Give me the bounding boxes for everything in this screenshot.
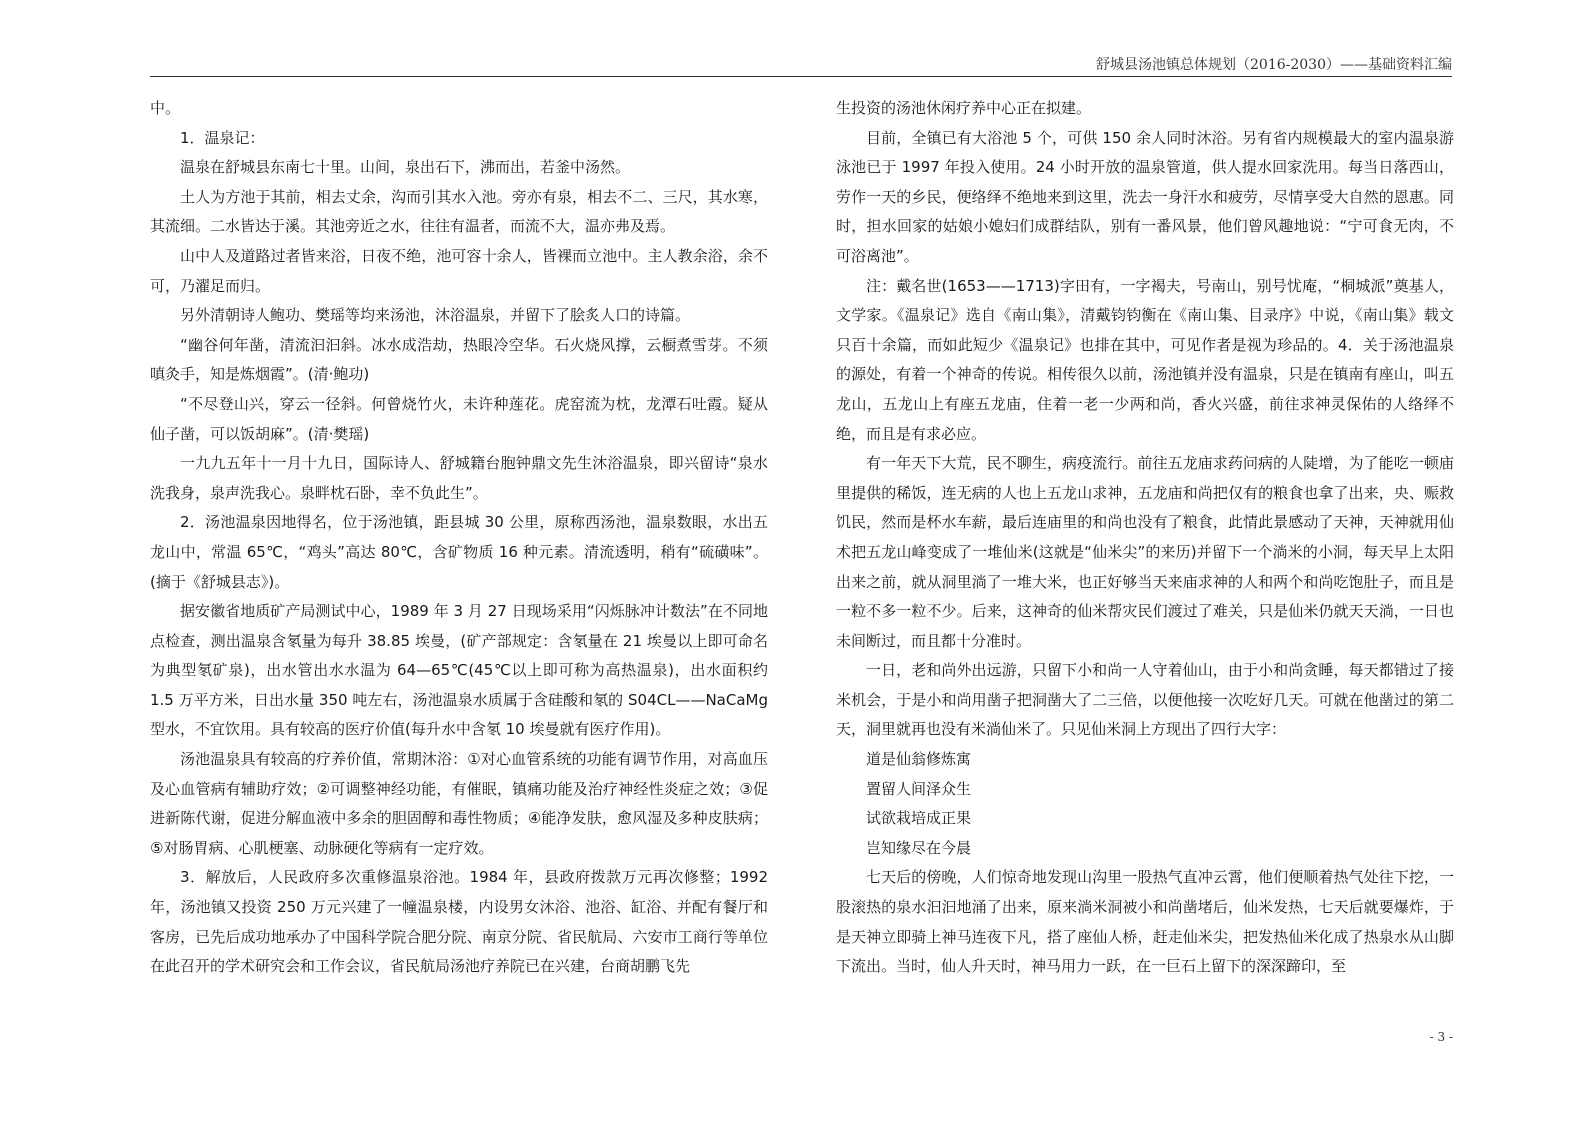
paragraph: 另外清朝诗人鲍功、樊瑶等均来汤池，沐浴温泉，并留下了脍炙人口的诗篇。: [180, 306, 691, 325]
page-header: [150, 52, 1452, 77]
paragraph: 目前，全镇已有大浴池 5 个，可供 150 余人同时沐浴。另有省内规模最大的室内温泉游泳池已于 1997 年投入使用。24 小时开放的温泉管道，供人提水回家洗用。每当日落西山，劳作一天的乡民，便络绎不绝地来到这里，洗去一身汗水和疲劳，尽情享受大自然的恩惠。同时，担水回家的姑娘小媳妇们成群结队，别有一番风景，他们曾风趣地说：“宁可食无肉，不可浴离池”。: [836, 128, 1454, 265]
paragraph: 温泉在舒城县东南七十里。山间，泉出石下，沸而出，若釜中汤然。: [180, 158, 631, 177]
page-number: - 3 -: [1429, 1030, 1453, 1044]
paragraph: 生投资的汤池休闲疗养中心正在拟建。: [836, 99, 1092, 117]
paragraph: 有一年天下大荒，民不聊生，病疫流行。前往五龙庙求药问病的人陡增，为了能吃一顿庙里提供的稀饭，连无病的人也上五龙山求神，五龙庙和尚把仅有的粮食也拿了出来，央、赈救饥民，然而是杯水车薪，最后连庙里的和尚也没有了粮食，此情此景感动了天神，天神就用仙术把五龙山峰变成了一堆仙米(这就是“仙米尖”的来历)并留下一个淌米的小洞，每天早上太阳出来之前，就从洞里淌了一堆大米，也正好够当天来庙求神的人和两个和尚吃饱肚子，而且是一粒不多一粒不少。后来，这神奇的仙米帮灾民们渡过了难关，只是仙米仍就天天淌，一日也未间断过，而且都十分准时。: [836, 454, 1454, 650]
paragraph: 3．解放后，人民政府多次重修温泉浴池。1984 年，县政府拨款万元再次修整；1992 年，汤池镇又投资 250 万元兴建了一幢温泉楼，内设男女沐浴、池浴、缸浴、并配有餐厅和客房，已先后成功地承办了中国科学院合肥分院、南京分院、省民航局、六安市工商行等单位在此召开的学术研究会和工作会议，省民航局汤池疗养院已在兴建，台商胡鹏飞先: [150, 868, 768, 976]
verse-line: 道是仙翁修炼寓: [866, 750, 972, 769]
paragraph: 一九九五年十一月十九日，国际诗人、舒城籍台胞钟鼎文先生沐浴温泉，即兴留诗“泉水洗我身，泉声洗我心。泉畔枕石卧，幸不负此生”。: [150, 454, 768, 502]
verse-line: 岂知缘尽在今晨: [866, 838, 972, 857]
poem-paragraph: “不尽登山兴，穿云一径斜。何曾烧竹火，未许种莲花。虎窑流为枕，龙潭石吐霞。疑从仙子凿，可以饭胡麻”。(清·樊瑶): [150, 394, 768, 443]
verse-line: 置留人间泽众生: [866, 779, 972, 798]
paragraph: 汤池温泉具有较高的疗养价值，常期沐浴：①对心血管系统的功能有调节作用，对高血压及心血管病有辅助疗效；②可调整神经功能，有催眠，镇痛功能及治疗神经性炎症之效；③促进新陈代谢，促进分解血液中多余的胆固醇和毒性物质；④能净发肤，愈风湿及多种皮肤病；⑤对肠胃病、心肌梗塞、动脉硬化等病有一定疗效。: [150, 750, 768, 857]
right-text-column: [836, 94, 1454, 982]
paragraph: 七天后的傍晚，人们惊奇地发现山沟里一股热气直冲云霄，他们便顺着热气处往下挖，一股滚热的泉水汩汩地涌了出来，原来淌米洞被小和尚凿堵后，仙米发热，七天后就要爆炸，于是天神立即骑上神马连夜下凡，搭了座仙人桥，赶走仙米尖，把发热仙米化成了热泉水从山脚下流出。当时，仙人升天时，神马用力一跃，在一巨石上留下的深深蹄印，至: [836, 868, 1454, 976]
paragraph: 2．汤池温泉因地得名，位于汤池镇，距县城 30 公里，原称西汤池，温泉数眼，水出五龙山中，常温 65℃，“鸡头”高达 80℃，含矿物质 16 种元素。清流透明，稍有“硫磺味”。(摘于《舒城县志》)。: [150, 513, 768, 591]
section-heading: 1．温泉记：: [180, 128, 265, 147]
paragraph: 土人为方池于其前，相去丈余，沟而引其水入池。旁亦有泉，相去不二、三尺，其水寒，其流细。二水皆达于溪。其池旁近之水，往往有温者，而流不大，温亦弗及焉。: [150, 187, 768, 236]
paragraph: 注：戴名世(1653——1713)字田有，一字褐夫，号南山，别号忧庵，“桐城派”奠基人，文学家。《温泉记》选自《南山集》，清戴钧钧衡在《南山集、目录序》中说，《南山集》载文只百十余篇，而如此短少《温泉记》也排在其中，可见作者是视为珍品的。4．关于汤池温泉的源处，有着一个神奇的传说。相传很久以前，汤池镇并没有温泉，只是在镇南有座山，叫五龙山，五龙山上有座五龙庙，住着一老一少两和尚，香火兴盛，前往求神灵保佑的人络绎不绝，而且是有求必应。: [836, 276, 1454, 443]
poem-paragraph: “幽谷何年凿，清流汩汩斜。冰水成浩劫，热眼冷空华。石火烧风撑，云橱煮雪芽。不须嗔灸手，知是炼烟霞”。(清·鲍功): [150, 335, 768, 384]
paragraph: 山中人及道路过者皆来浴，日夜不绝，池可容十余人，皆裸而立池中。主人教余浴，余不可，乃濯足而归。: [150, 246, 768, 295]
paragraph: 一日，老和尚外出远游，只留下小和尚一人守着仙山，由于小和尚贪睡，每天都错过了接米机会，于是小和尚用凿子把洞凿大了二三倍，以便他接一次吃好几天。可就在他凿过的第二天，洞里就再也没有米淌仙米了。只见仙米洞上方现出了四行大字：: [836, 661, 1454, 739]
left-text-column: [150, 94, 768, 982]
paragraph: 中。: [150, 99, 181, 117]
verse-line: 试欲栽培成正果: [866, 809, 972, 828]
document-title: 舒城县汤池镇总体规划（2016-2030）——基础资料汇编: [1096, 57, 1452, 73]
paragraph: 据安徽省地质矿产局测试中心，1989 年 3 月 27 日现场采用“闪烁脉冲计数法”在不同地点检查，测出温泉含氡量为每升 38.85 埃曼，(矿产部规定：含氡量在 21 埃曼以上即可命名为典型氡矿泉)，出水管出水水温为 64—65℃(45℃以上即可称为高热温泉)，出水面积约 1.5 万平方米，日出水量 350 吨左右，汤池温泉水质属于含硅酸和氡的 S04CL——NaCaMg 型水，不宜饮用。具有较高的医疗价值(每升水中含氡 10 埃曼就有医疗作用)。: [150, 602, 768, 739]
